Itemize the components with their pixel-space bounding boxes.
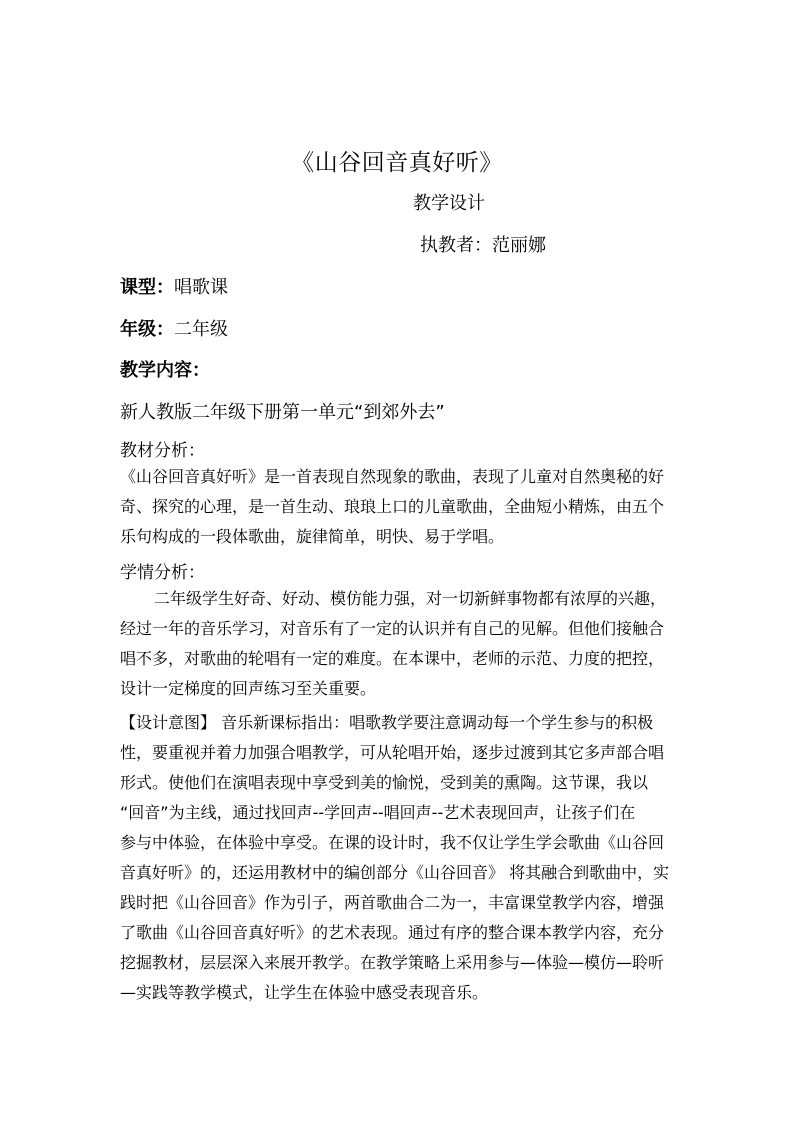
design-intent-line: 【设计意图】 音乐新课标指出：唱歌教学要注意调动每一个学生参与的积极 — [120, 713, 654, 732]
student-analysis-line: 二年级学生好奇、好动、模仿能力强，对一切新鲜事物都有浓厚的兴趣， — [154, 589, 667, 608]
student-analysis-heading: 学情分析： — [120, 563, 205, 583]
document-title: 《山谷回音真好听》 — [291, 150, 503, 176]
design-intent-line: “回音”为主线，通过找回声--学回声--唱回声--艺术表现回声，让孩子们在 — [120, 803, 636, 822]
design-intent-line: 性，要重视并着力加强合唱教学，可从轮唱开始，逐步过渡到其它多声部合唱 — [120, 743, 665, 762]
student-analysis-line: 设计一定梯度的回声练习至关重要。 — [120, 679, 377, 698]
lesson-type — [120, 273, 228, 299]
design-intent-line: —实践等教学模式，让学生在体验中感受表现音乐。 — [120, 983, 489, 1002]
document-subtitle: 教学设计 — [413, 193, 485, 214]
analysis-line: 乐句构成的一段体歌曲，旋律简单，明快、易于学唱。 — [120, 527, 505, 546]
design-intent-line: 形式。使他们在演唱表现中享受到美的愉悦，受到美的熏陶。这节课，我以 — [120, 773, 649, 792]
analysis-paragraph — [120, 462, 680, 552]
content-heading — [120, 356, 210, 382]
grade-label: 年级： — [120, 319, 174, 340]
analysis-heading: 教材分析： — [120, 441, 205, 461]
grade — [120, 315, 228, 341]
student-analysis-line: 唱不多，对歌曲的轮唱有一定的难度。在本课中，老师的示范、力度的把控， — [120, 649, 665, 668]
design-intent-line: 了歌曲《山谷回音真好听》的艺术表现。通过有序的整合课本教学内容，充分 — [120, 923, 665, 942]
design-intent-paragraph — [120, 708, 680, 1008]
content-value: 新人教版二年级下册第一单元“到郊外去” — [120, 402, 445, 423]
design-intent-line: 参与中体验，在体验中享受。在课的设计时，我不仅让学生学会歌曲《山谷回 — [120, 833, 665, 852]
design-intent-line: 音真好听》的，还运用教材中的编创部分《山谷回音》 将其融合到歌曲中，实 — [120, 863, 670, 882]
lesson-type-value: 唱歌课 — [174, 277, 228, 298]
content-label: 教学内容： — [120, 360, 210, 381]
grade-value: 二年级 — [174, 319, 228, 340]
analysis-line: 奇、探究的心理，是一首生动、琅琅上口的儿童歌曲，全曲短小精炼，由五个 — [120, 497, 665, 516]
design-intent-line: 践时把《山谷回音》作为引子，两首歌曲合二为一，丰富课堂教学内容，增强 — [120, 893, 665, 912]
student-analysis-line: 经过一年的音乐学习，对音乐有了一定的认识并有自己的见解。但他们接触合 — [120, 619, 665, 638]
teacher-name: 执教者：范丽娜 — [420, 235, 546, 256]
lesson-type-label: 课型： — [120, 277, 174, 298]
design-intent-line: 挖掘教材，层层深入来展开教学。在教学策略上采用参与—体验—模仿—聆听 — [120, 953, 665, 972]
student-analysis-paragraph — [120, 584, 680, 704]
analysis-line: 《山谷回音真好听》是一首表现自然现象的歌曲，表现了儿童对自然奥秘的好 — [120, 467, 665, 486]
